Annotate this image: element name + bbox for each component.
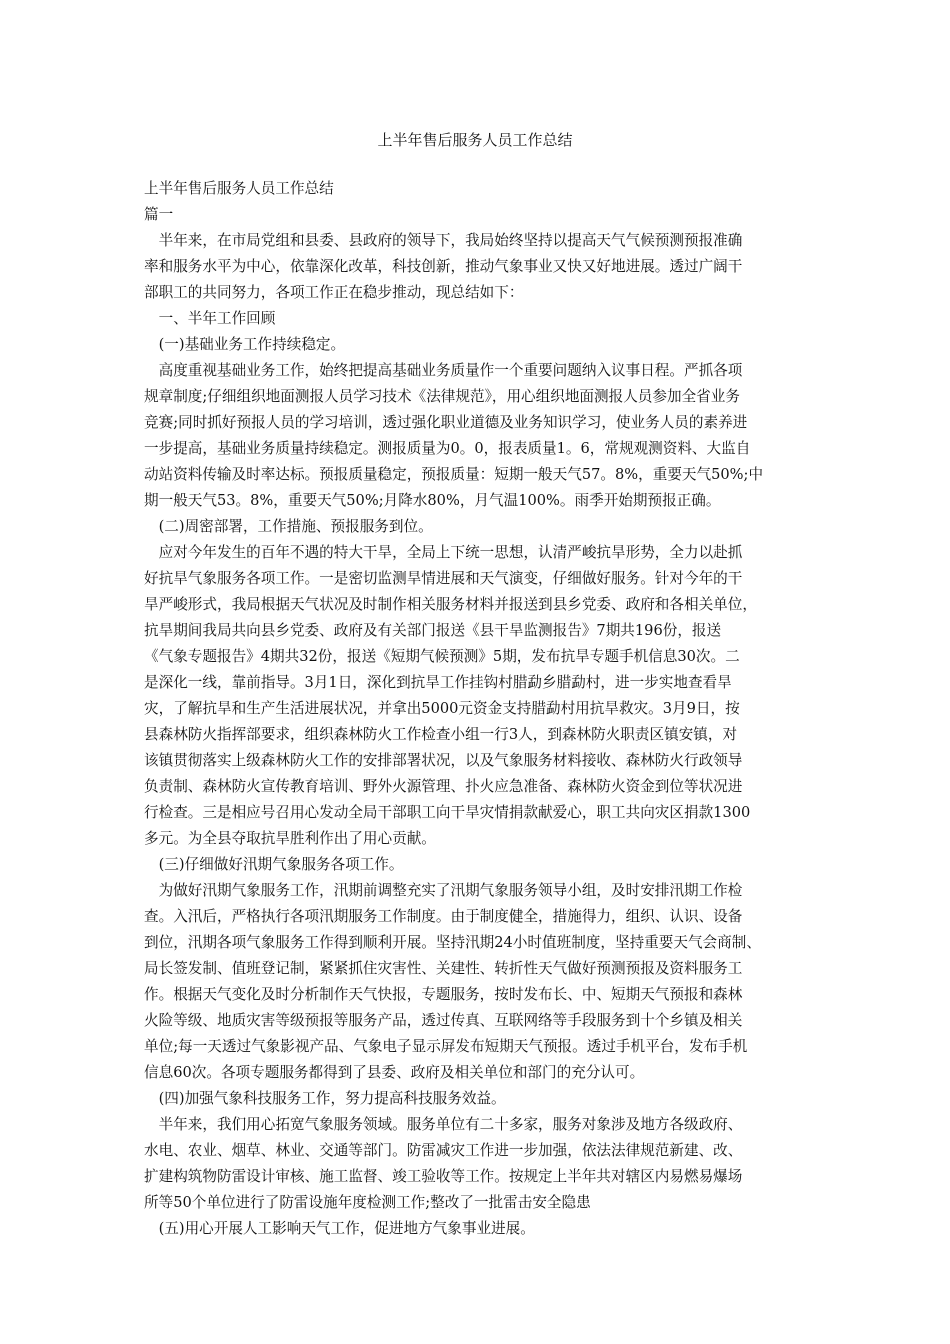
text-line: 是深化一线，靠前指导。3月1日，深化到抗旱工作挂钩村腊勐乡腊勐村，进一步实地查看旱 [144,674,732,691]
text-line: 期一般天气53。8%，重要天气50%;月降水80%，月气温100%。雨季开始期预报正确。 [144,492,721,509]
text-line: 高度重视基础业务工作，始终把提高基础业务质量作一个重要问题纳入议事日程。严抓各项 [144,362,743,379]
text-line: 灾，了解抗旱和生产生活进展状况，并拿出5000元资金支持腊勐村用抗旱救灾。3月9日，按 [144,700,740,717]
text-line: 扩建构筑物防雷设计审核、施工监督、竣工验收等工作。按规定上半年共对辖区内易燃易爆场 [144,1168,743,1185]
text-line: (三)仔细做好汛期气象服务各项工作。 [144,856,404,873]
text-line: 半年来，在市局党组和县委、县政府的领导下，我局始终坚持以提高天气气候预测预报准确 [144,232,743,249]
text-line: 局长签发制、值班登记制，紧紧抓住灾害性、关建性、转折性天气做好预测预报及资料服务工 [144,960,743,977]
text-line: (一)基础业务工作持续稳定。 [144,336,346,353]
text-line: 火险等级、地质灾害等级预报等服务产品，透过传真、互联网络等手段服务到十个乡镇及相关 [144,1012,743,1029]
text-line: 一步提高，基础业务质量持续稳定。测报质量为0。0，报表质量1。6，常规观测资料、大监自 [144,440,751,457]
text-line: (二)周密部署，工作措施、预报服务到位。 [144,518,433,535]
text-line: 半年来，我们用心拓宽气象服务领域。服务单位有二十多家，服务对象涉及地方各级政府、 [144,1116,743,1133]
text-line: 动站资料传输及时率达标。预报质量稳定，预报质量：短期一般天气57。8%，重要天气50%;中 [144,466,764,483]
text-line: 一、半年工作回顾 [144,310,276,327]
text-line: 作。根据天气变化及时分析制作天气快报，专题服务，按时发布长、中、短期天气预报和森林 [144,986,743,1003]
text-line: 率和服务水平为中心，依靠深化改革，科技创新，推动气象事业又快又好地进展。透过广阔干 [144,258,743,275]
text-line: 行检查。三是相应号召用心发动全局干部职工向干旱灾情捐款献爱心，职工共向灾区捐款1300 [144,804,751,821]
text-line: 部职工的共同努力，各项工作正在稳步推动，现总结如下： [144,284,524,301]
text-line: 多元。为全县夺取抗旱胜利作出了用心贡献。 [144,830,436,847]
text-line: 篇一 [144,206,174,223]
text-line: 县森林防火指挥部要求，组织森林防火工作检查小组一行3人，到森林防火职责区镇安镇，对 [144,726,738,743]
text-line: 规章制度;仔细组织地面测报人员学习技术《法律规范》，用心组织地面测报人员参加全省业务 [144,388,740,405]
text-line: 竞赛;同时抓好预报人员的学习培训，透过强化职业道德及业务知识学习，使业务人员的素养进 [144,414,748,431]
text-line: 应对今年发生的百年不遇的特大干旱，全局上下统一思想，认清严峻抗旱形势，全力以赴抓 [144,544,743,561]
text-line: 抗旱期间我局共向县乡党委、政府及有关部门报送《县干旱监测报告》7期共196份，报送 [144,622,722,639]
text-line: 所等50个单位进行了防雷设施年度检测工作;整改了一批雷击安全隐患 [144,1194,591,1211]
text-line: 《气象专题报告》4期共32份，报送《短期气候预测》5期，发布抗旱专题手机信息30次。二 [144,648,740,665]
text-line: 到位，汛期各项气象服务工作得到顺利开展。坚持汛期24小时值班制度，坚持重要天气会商制、 [144,934,761,951]
text-line: 信息60次。各项专题服务都得到了县委、政府及相关单位和部门的充分认可。 [144,1064,645,1081]
text-line: 好抗旱气象服务各项工作。一是密切监测旱情进展和天气演变，仔细做好服务。针对今年的干 [144,570,743,587]
text-line: 水电、农业、烟草、林业、交通等部门。防雷减灾工作进一步加强，依法法律规范新建、改、 [144,1142,743,1159]
text-line: 上半年售后服务人员工作总结 [144,180,334,197]
document-title: 上半年售后服务人员工作总结 [377,131,573,149]
text-line: 为做好汛期气象服务工作，汛期前调整充实了汛期气象服务领导小组，及时安排汛期工作检 [144,882,743,899]
text-line: (五)用心开展人工影响天气工作，促进地方气象事业进展。 [144,1220,535,1237]
text-line: 旱严峻形式，我局根据天气状况及时制作相关服务材料并报送到县乡党委、政府和各相关单位， [144,596,757,613]
text-line: (四)加强气象科技服务工作，努力提高科技服务效益。 [144,1090,506,1107]
text-line: 查。入汛后，严格执行各项汛期服务工作制度。由于制度健全，措施得力，组织、认识、设备 [144,908,743,925]
text-line: 单位;每一天透过气象影视产品、气象电子显示屏发布短期天气预报。透过手机平台，发布手机 [144,1038,748,1055]
text-line: 负责制、森林防火宣传教育培训、野外火源管理、扑火应急准备、森林防火资金到位等状况进 [144,778,743,795]
text-line: 该镇贯彻落实上级森林防火工作的安排部署状况，以及气象服务材料接收、森林防火行政领导 [144,752,743,769]
document-body [144,176,820,1242]
